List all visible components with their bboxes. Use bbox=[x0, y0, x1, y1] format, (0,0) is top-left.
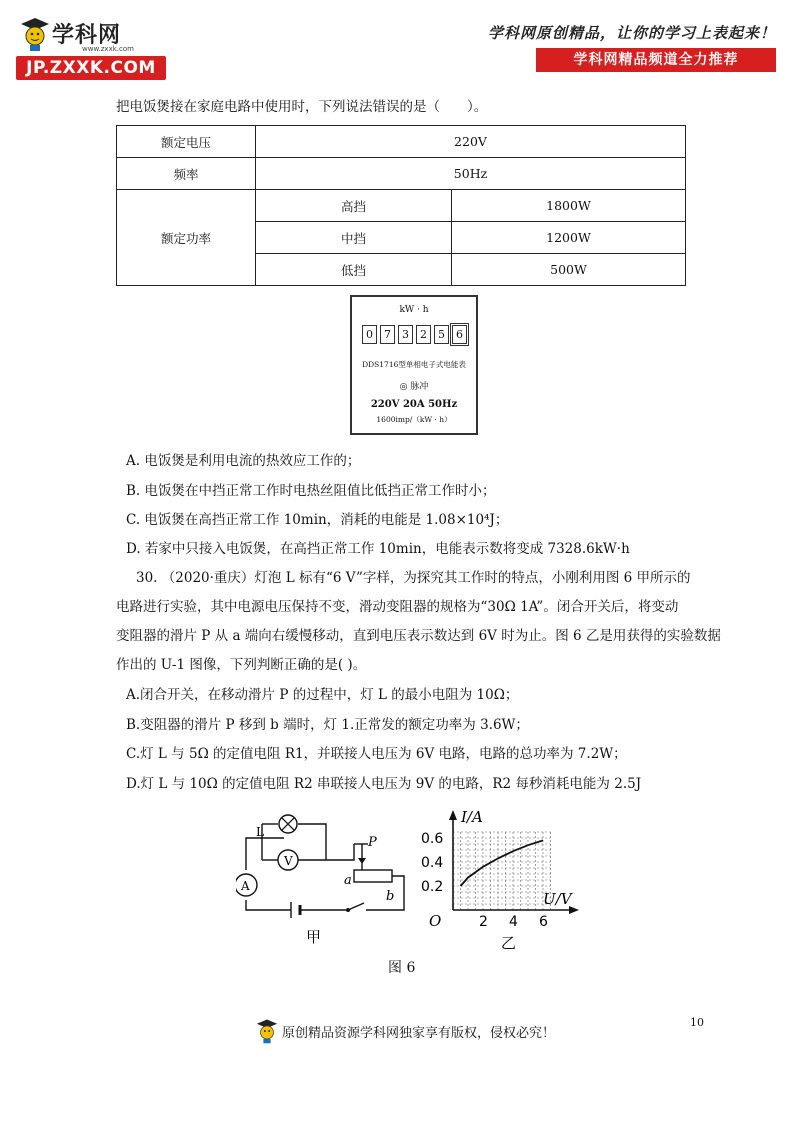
meter-digit: 5 bbox=[434, 325, 449, 344]
meter-rating: 220V 20A 50Hz bbox=[370, 399, 458, 410]
table-cell: 50Hz bbox=[256, 158, 686, 190]
y-tick-label: 0.2 bbox=[421, 879, 444, 895]
switch-icon bbox=[346, 903, 364, 912]
meter-digit: 3 bbox=[398, 325, 413, 344]
ammeter-label: A bbox=[241, 879, 250, 893]
meter-digits bbox=[362, 325, 467, 344]
lamp-label: L bbox=[256, 825, 264, 839]
meter-digit: 6 bbox=[452, 325, 467, 344]
meter-digit: 7 bbox=[380, 325, 395, 344]
meter-digit: 0 bbox=[362, 325, 377, 344]
meter-unit: kW · h bbox=[399, 305, 429, 315]
slider-label: P bbox=[368, 835, 377, 850]
chart-series-line bbox=[461, 840, 544, 886]
x-tick-label: 4 bbox=[509, 914, 518, 930]
logo-url-badge: JP.ZXXK.COM bbox=[16, 56, 166, 80]
end-a-label: a bbox=[344, 873, 352, 888]
table-cell: 1200W bbox=[452, 222, 686, 254]
header-slogan: 学科网原创精品，让你的学习上表起来！ bbox=[487, 24, 776, 42]
option-a: A. 电饭煲是利用电流的热效应工作的； bbox=[126, 453, 361, 469]
slider-arrow-icon bbox=[358, 858, 366, 864]
question-30-stem: 作出的 U-1 图像，下列判断正确的是( )。 bbox=[116, 657, 367, 673]
chart-grid bbox=[453, 832, 551, 910]
option-c: C. 电饭煲在高挡正常工作 10min，消耗的电能是 1.08×10⁴J； bbox=[126, 512, 509, 528]
spec-table bbox=[116, 125, 686, 286]
footer-text: 原创精品资源学科网独家享有版权，侵权必究！ bbox=[282, 1025, 556, 1041]
meter-constant: 1600imp/（kW · h） bbox=[376, 415, 452, 424]
figure-caption: 图 6 bbox=[388, 960, 416, 976]
footer bbox=[256, 1018, 555, 1044]
question-intro: 把电饭煲接在家庭电路中使用时，下列说法错误的是（ ）。 bbox=[116, 99, 488, 115]
table-cell: 额定电压 bbox=[117, 126, 256, 158]
table-cell: 1800W bbox=[452, 190, 686, 222]
option-d: D.灯 L 与 10Ω 的定值电阻 R2 串联接人电压为 9V 的电路，R2 每秒消耗电能为 2.5J bbox=[126, 776, 642, 792]
mascot-icon bbox=[256, 1018, 278, 1044]
question-30-stem: 变阻器的滑片 P 从 a 端向右缓慢移动，直到电压表示数达到 6V 时为止。图 6 乙是用获得的实验数据 bbox=[116, 628, 721, 644]
page-number: 10 bbox=[690, 1016, 704, 1029]
logo-subtext: www.zxxk.com bbox=[82, 45, 134, 53]
origin-label: O bbox=[429, 912, 442, 930]
circuit-caption: 甲 bbox=[306, 928, 322, 946]
logo-text: 学科网 bbox=[52, 23, 122, 48]
x-tick-label: 2 bbox=[479, 914, 488, 930]
meter-model: DDS1716型单相电子式电能表 bbox=[362, 360, 466, 369]
mascot-icon bbox=[20, 16, 50, 52]
energy-meter-image bbox=[350, 295, 478, 435]
question-30-stem: 30. （2020·重庆）灯泡 L 标有“6 V”字样，为探究其工作时的特点，小刚利用图 6 甲所示的 bbox=[136, 570, 691, 586]
table-cell: 额定功率 bbox=[117, 190, 256, 286]
option-c: C.灯 L 与 5Ω 的定值电阻 R1，并联接人电压为 6V 电路，电路的总功率为 7.2W； bbox=[126, 746, 627, 762]
table-cell: 频率 bbox=[117, 158, 256, 190]
option-b: B.变阻器的滑片 P 移到 b 端时，灯 1.正常发的额定功率为 3.6W； bbox=[126, 717, 529, 733]
end-b-label: b bbox=[386, 889, 395, 904]
meter-digit: 2 bbox=[416, 325, 431, 344]
table-cell: 低挡 bbox=[256, 254, 452, 286]
table-cell: 220V bbox=[256, 126, 686, 158]
x-axis-label: U/V bbox=[543, 890, 572, 908]
iu-chart bbox=[415, 806, 595, 954]
y-tick-label: 0.6 bbox=[421, 831, 444, 847]
x-tick-label: 6 bbox=[539, 914, 548, 930]
chart-caption: 乙 bbox=[501, 934, 517, 952]
question-30-stem: 电路进行实验，其中电源电压保持不变，滑动变阻器的规格为“30Ω 1A”。闭合开关后，将变动 bbox=[116, 599, 679, 615]
circuit-diagram bbox=[236, 808, 411, 948]
option-b: B. 电饭煲在中挡正常工作时电热丝阻值比低挡正常工作时小； bbox=[126, 483, 496, 499]
meter-pulse-indicator: ◎ 脉冲 bbox=[399, 382, 429, 392]
header-banner: 学科网精品频道全力推荐 bbox=[536, 48, 776, 72]
table-cell: 中挡 bbox=[256, 222, 452, 254]
table-row bbox=[117, 190, 686, 222]
table-cell: 500W bbox=[452, 254, 686, 286]
y-tick-label: 0.4 bbox=[421, 855, 444, 871]
table-cell: 高挡 bbox=[256, 190, 452, 222]
option-d: D. 若家中只接入电饭煲，在高挡正常工作 10min，电能表示数将变成 7328.6kW·h bbox=[126, 541, 630, 557]
battery-icon bbox=[291, 902, 300, 918]
y-axis-label: I/A bbox=[461, 808, 483, 826]
y-axis-arrow bbox=[449, 810, 457, 820]
site-logo bbox=[16, 14, 166, 80]
table-row bbox=[117, 158, 686, 190]
voltmeter-label: V bbox=[284, 854, 293, 868]
option-a: A.闭合开关，在移动滑片 P 的过程中，灯 L 的最小电阻为 10Ω； bbox=[126, 687, 519, 703]
table-row bbox=[117, 126, 686, 158]
